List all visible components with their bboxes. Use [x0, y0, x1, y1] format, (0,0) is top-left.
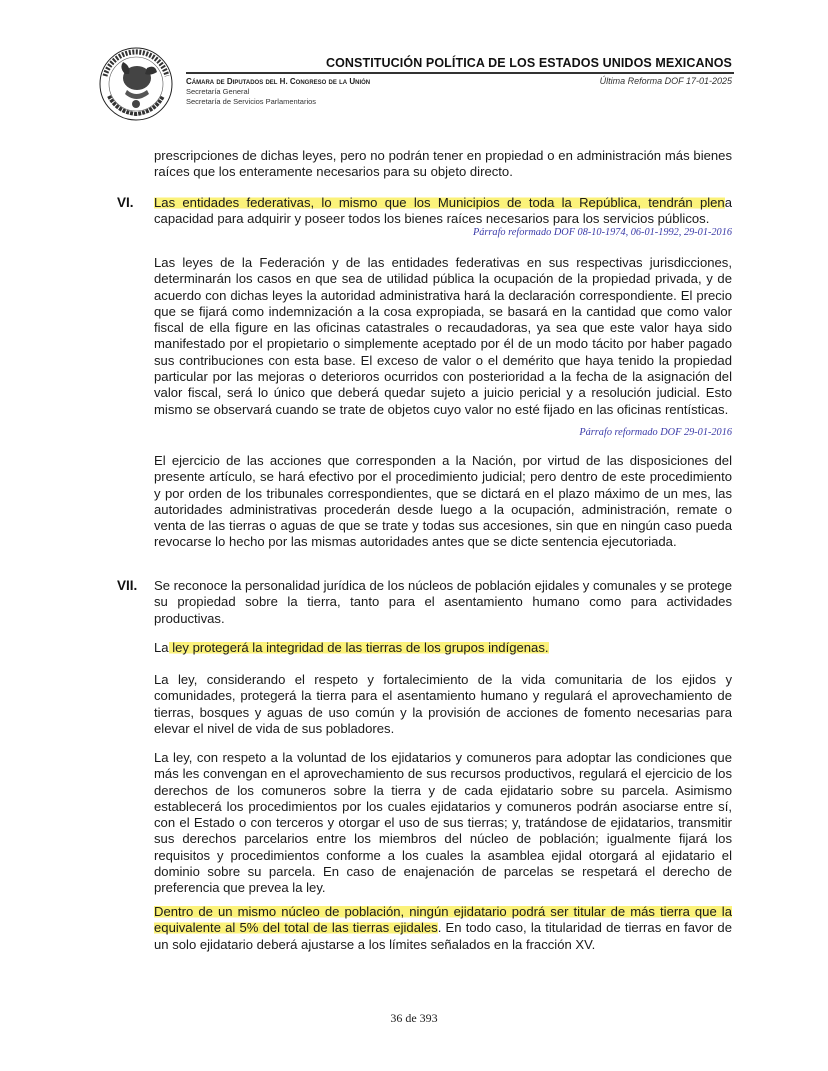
- fraction-vi-rest: a capacidad para adquirir y poseer todos los bienes raíces necesarios para los servicios públicos.: [154, 195, 732, 227]
- fraction-vi-text: [154, 195, 732, 228]
- highlighted-text: Dentro de un mismo núcleo de población, ningún ejidatario podrá ser titular de más tierra que la equivalente al 5% del total de las tierras ejidales: [154, 904, 732, 936]
- paragraph-nucleo-poblacion: [154, 904, 732, 953]
- highlighted-text: Las entidades federativas, lo mismo que los Municipios de toda la República, tendrán plen: [154, 195, 725, 210]
- header-divider: [186, 72, 734, 74]
- reform-note-vi: Párrafo reformado DOF 08-10-1974, 06-01-1992, 29-01-2016: [472, 227, 732, 238]
- reform-note-2016: Párrafo reformado DOF 29-01-2016: [579, 427, 732, 438]
- document-title: CONSTITUCIÓN POLÍTICA DE LOS ESTADOS UNIDOS MEXICANOS: [325, 56, 732, 70]
- header-parliamentary-services: Secretaría de Servicios Parlamentarios: [186, 97, 317, 106]
- paragraph-grupos-indigenas: [154, 640, 732, 656]
- page-number: 36 de 393: [390, 1011, 438, 1025]
- fraction-number-vii: VII.: [117, 578, 138, 593]
- header-secretariat: Secretaría General: [186, 87, 250, 96]
- highlighted-text: ley protegerá la integridad de las tierras de los grupos indígenas.: [168, 640, 549, 655]
- paragraph-voluntad-ejidatarios: La ley, con respeto a la voluntad de los ejidatarios y comuneros para adoptar las condiciones que más les convengan en el aprovechamiento de sus recursos productivos, regulará el ejercicio de los derechos de los comuneros sobre la tierra y de cada ejidatario sobre su parcela. Asimismo establecerá los procedimientos por los cuales ejidatarios y comuneros podrán asociarse entre sí, con el Estado o con terceros y otorgar el uso de sus tierras; y, tratándose de ejidatarios, transmitir sus derechos parcelarios entre los miembros del núcleo de población; igualmente fijará los requisitos y procedimientos conforme a los cuales la asamblea ejidal otorgará al ejidatario el dominio sobre su parcela. En caso de enajenación de parcelas se respetará el derecho de preferencia que prevea la ley.: [154, 750, 732, 896]
- paragraph-vida-comunitaria: La ley, considerando el respeto y fortalecimiento de la vida comunitaria de los ejidos y comunidades, protegerá la tierra para el asentamiento humano y regulará el aprovechamiento de tierras, bosques y aguas de uso común y la provisión de acciones de fomento necesarias para elevar el nivel de vida de sus pobladores.: [154, 672, 732, 736]
- fraction-vii-text: Se reconoce la personalidad jurídica de los núcleos de población ejidales y comunales y se protege su propiedad sobre la tierra, tanto para el asentamiento humano como para actividades productivas.: [154, 578, 732, 626]
- text-prefix: La: [154, 640, 169, 655]
- coat-of-arms-seal-icon: [97, 46, 175, 122]
- paragraph-leyes-federacion: Las leyes de la Federación y de las entidades federativas en sus respectivas jurisdicciones, determinarán los casos en que sea de utilidad pública la ocupación de la propiedad privada, y de acuerdo con dichas leyes la autoridad administrativa hará la declaración correspondiente. El precio que se fijará como indemnización a la cosa expropiada, se basará en la cantidad que como valor fiscal de ella figure en las oficinas catastrales o recaudadoras, ya sea que este valor haya sido manifestado por el propietario o simplemente aceptado por él de un modo tácito por haber pagado sus contribuciones con esta base. El exceso de valor o el demérito que haya tenido la propiedad particular por las mejoras o deterioros ocurridos con posterioridad a la fecha de la asignación del valor fiscal, será lo único que deberá quedar sujeto a juicio pericial y a resolución judicial. Esto mismo se observará cuando se trate de objetos cuyo valor no esté fijado en las oficinas rentísticas.: [154, 255, 732, 417]
- paragraph-ejercicio-acciones: El ejercicio de las acciones que corresponden a la Nación, por virtud de las disposiciones del presente artículo, se hará efectivo por el procedimiento judicial; pero dentro de este procedimiento y por orden de los tribunales correspondientes, que se dictará en el plazo máximo de un mes, las autoridades administrativas procederán desde luego a la ocupación, administración, remate o venta de las tierras o aguas de que se trate y todas sus accesiones, sin que en ningún caso pueda revocarse lo hecho por las mismas autoridades antes que se dicte sentencia ejecutoriada.: [154, 453, 732, 550]
- last-reform-date: Última Reforma DOF 17-01-2025: [599, 76, 732, 86]
- header-organization: Cámara de Diputados del H. Congreso de la Unión: [186, 77, 371, 86]
- paragraph-continuation: prescripciones de dichas leyes, pero no podrán tener en propiedad o en administración más bienes raíces que los enteramente necesarios para su objeto directo.: [154, 148, 732, 180]
- paragraph-nucleo-rest: . En todo caso, la titularidad de tierras en favor de un solo ejidatario deberá ajustarse a los límites señalados en la fracción XV.: [154, 920, 732, 952]
- fraction-number-vi: VI.: [117, 195, 134, 210]
